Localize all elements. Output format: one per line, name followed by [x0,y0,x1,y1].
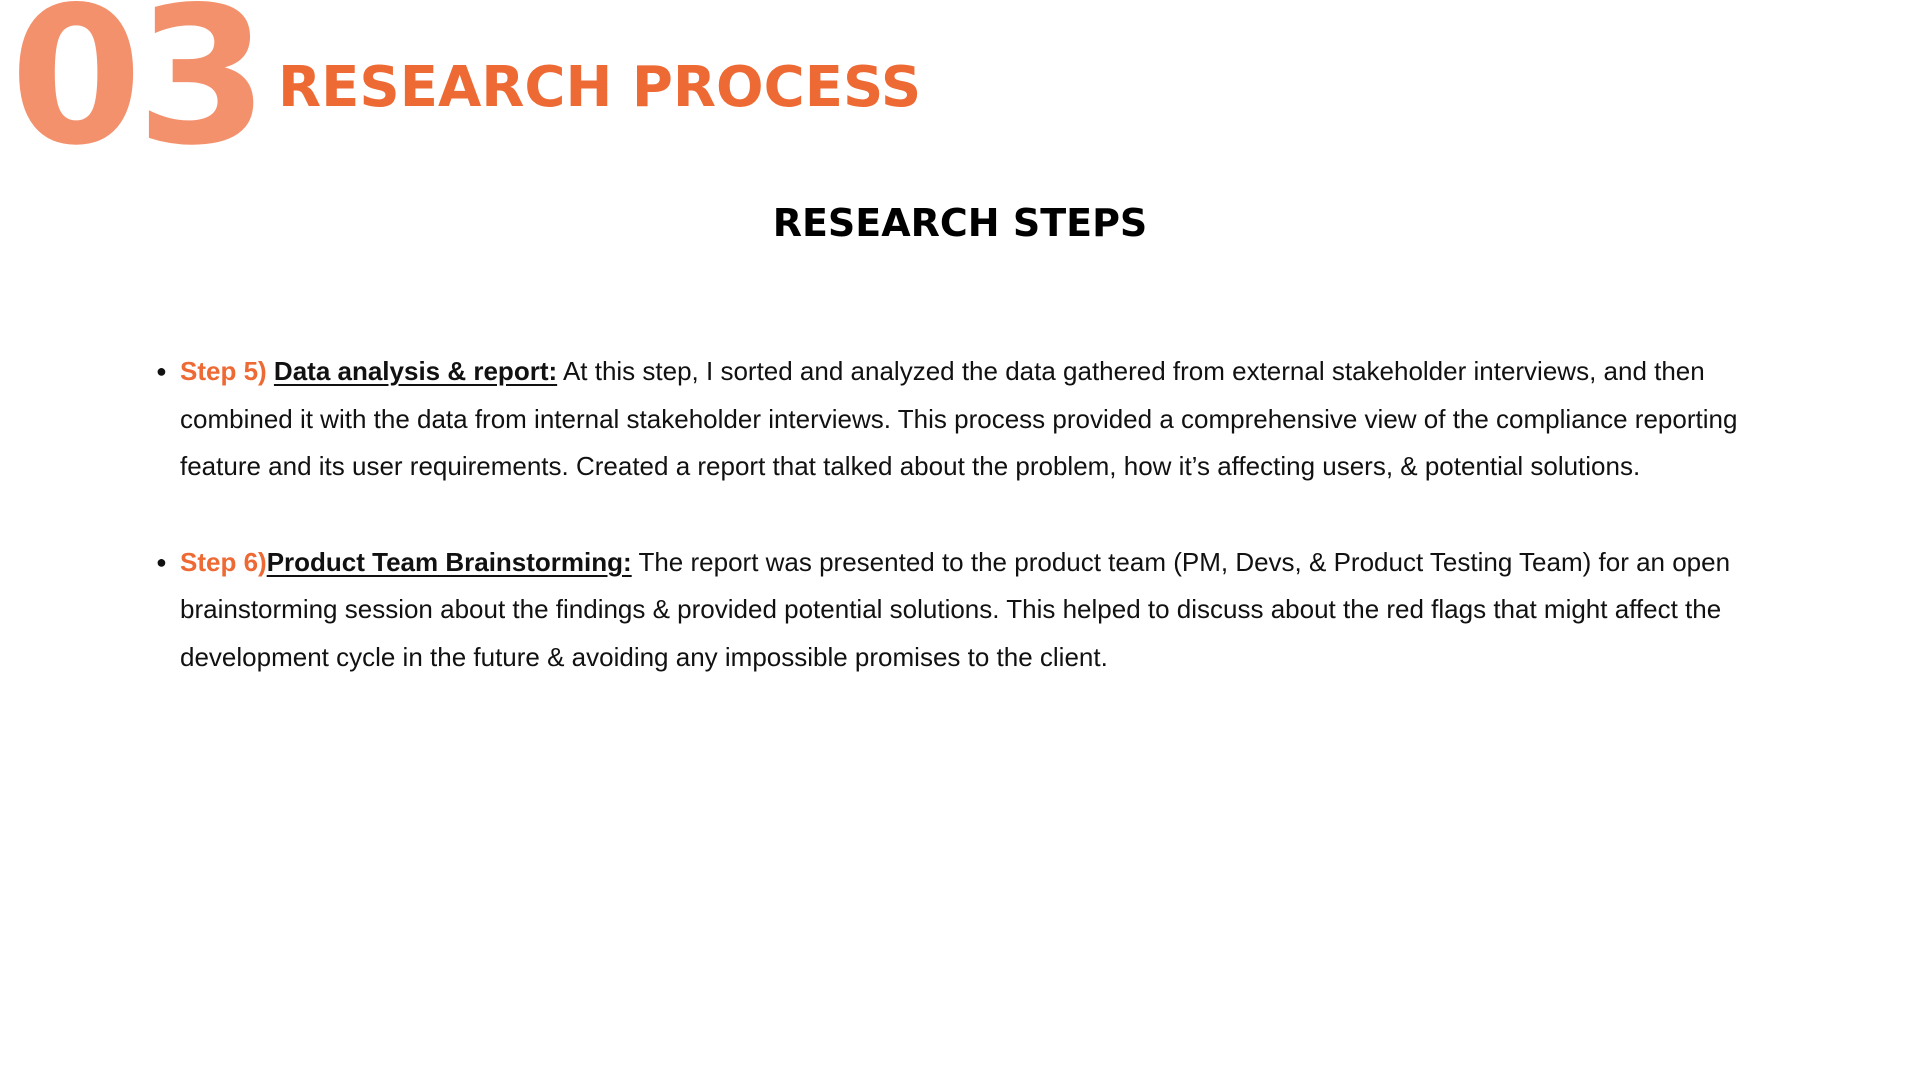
steps-list [156,348,1800,729]
section-title: RESEARCH PROCESS [278,55,922,120]
step-text: At this step, I sorted and analyzed the data gathered from external stakeholder interviews, and then combined it with the data from internal stakeholder interviews. This process provided a comprehensive view of the compliance reporting feature and its user requirements. Created a report that talked about the problem, how it’s affecting users, & potential solutions. [180,356,1738,481]
step-heading: Product Team Brainstorming: [266,546,632,577]
step-label: Step 5) [180,356,267,386]
bullet-icon: ● [156,551,167,572]
step-label: Step 6) [180,546,267,577]
bullet-icon: ● [156,361,167,381]
step-item [156,348,1800,491]
step-text: The report was presented to the product team (PM, Devs, & Product Testing Team) for an open brainstorming session about the findings & provided potential solutions. This helped to discuss about the red flags that might affect the development cycle in the future & avoiding any impossible promises to the client. [180,546,1731,672]
section-number: 03 [10,0,263,187]
step-item [156,539,1800,682]
subheading: RESEARCH STEPS [772,201,1148,245]
step-heading: Data analysis & report: [273,356,558,386]
